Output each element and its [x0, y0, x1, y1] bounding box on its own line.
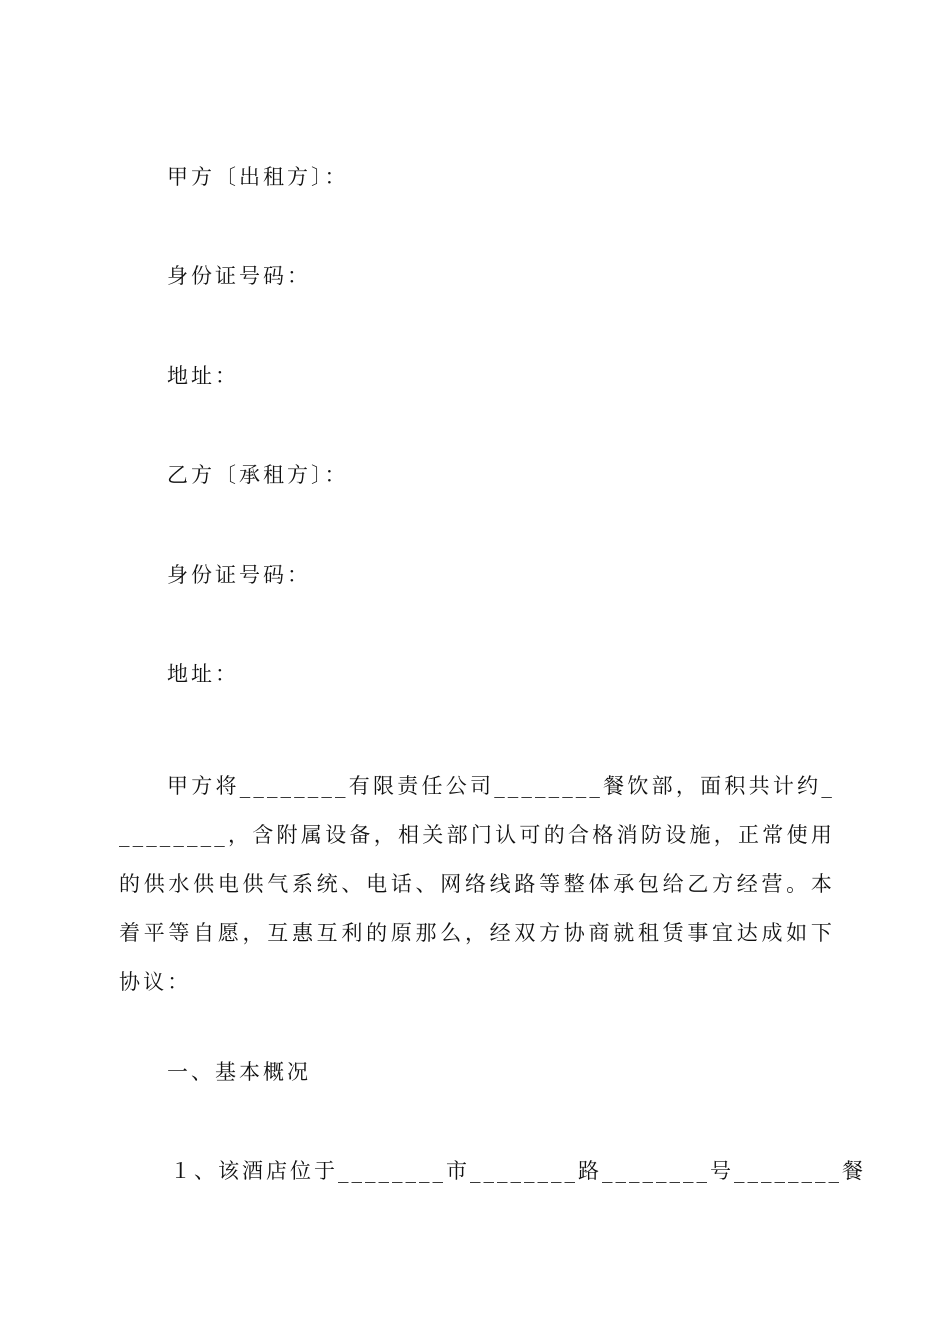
party-a-label: 甲方〔出租方〕： — [167, 165, 349, 189]
party-b-address-label: 地址： — [167, 662, 239, 686]
section-heading: 一、基本概况 — [167, 1060, 311, 1084]
clause-item: １、该酒店位于________市________路________号________餐 — [170, 1159, 866, 1183]
party-b-id-label: 身份证号码： — [167, 563, 311, 587]
party-b-label: 乙方〔承租方〕： — [167, 463, 349, 487]
intro-paragraph: 甲方将________有限责任公司________餐饮部，面积共计约_________，含附属设备，相关部门认可的合格消防设施，正常使用的供水供电供气系统、电话、网络线路等整体承包给乙方经营。本着平等自愿，互惠互利的原那么，经双方协商就租赁事宜达成如下协议： — [119, 774, 835, 994]
party-a-id-label: 身份证号码： — [167, 264, 311, 288]
party-a-address-label: 地址： — [167, 364, 239, 388]
